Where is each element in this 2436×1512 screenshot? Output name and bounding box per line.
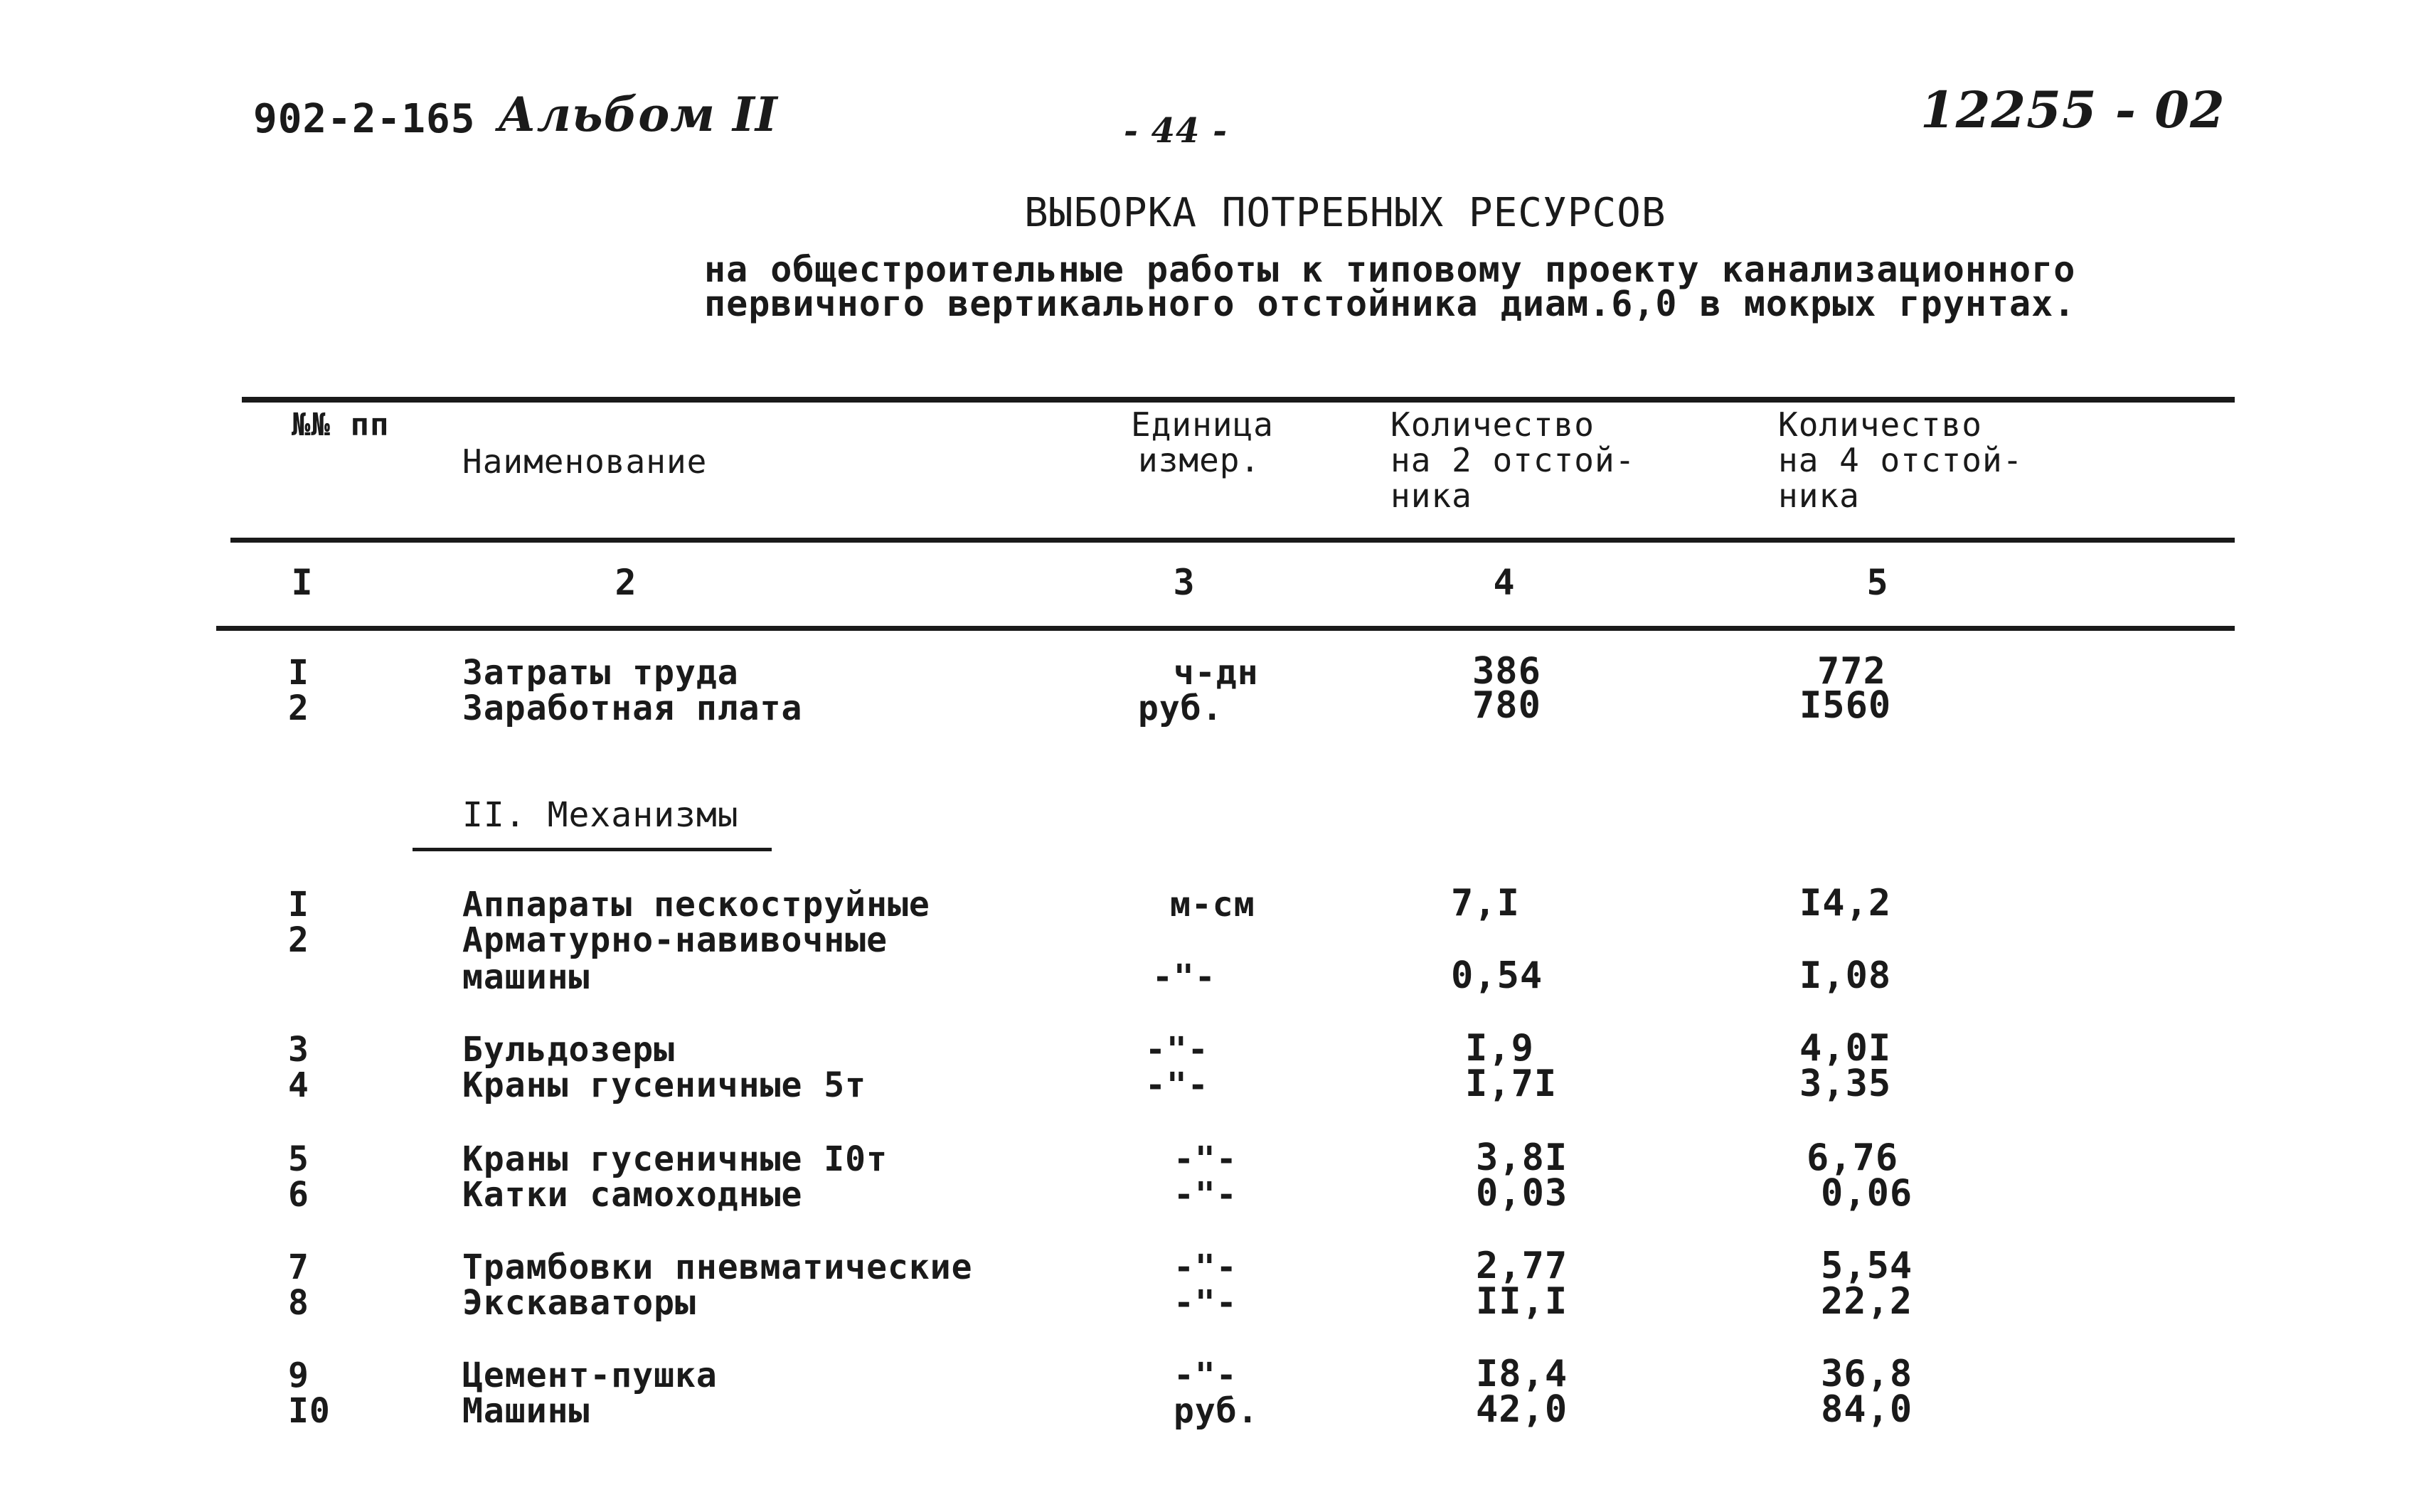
row-qty4: 4,0I — [1799, 1027, 1892, 1070]
page-number: - 44 - — [1124, 111, 1228, 151]
row-name: Арматурно-навивочные — [462, 920, 888, 960]
row-name: Краны гусеничные I0т — [462, 1139, 888, 1179]
row-qty4: 5,54 — [1821, 1245, 1913, 1287]
row-unit: -"- — [1174, 1356, 1238, 1395]
row-qty2: 7,I — [1451, 882, 1520, 925]
header-name: Наименование — [462, 442, 708, 481]
row-number: 2 — [288, 688, 309, 728]
row-number: 3 — [288, 1030, 309, 1070]
row-qty4: 22,2 — [1821, 1280, 1913, 1323]
row-qty2: 0,54 — [1451, 954, 1543, 997]
row-name: Цемент-пушка — [462, 1356, 718, 1395]
row-unit: -"- — [1174, 1247, 1238, 1287]
row-number: 9 — [288, 1356, 309, 1395]
document-code: 902-2-165 — [253, 96, 476, 142]
header-bottom-rule — [230, 538, 2235, 543]
row-name: Краны гусеничные 5т — [462, 1065, 867, 1105]
row-unit: ч-дн — [1174, 653, 1259, 693]
row-unit: руб. — [1174, 1391, 1259, 1431]
row-qty2: 386 — [1472, 650, 1541, 693]
row-name: Машины — [462, 1391, 590, 1431]
section-title: II. Механизмы — [462, 795, 739, 835]
row-unit: -"- — [1145, 1065, 1209, 1105]
row-number: I — [288, 653, 309, 693]
header-qty4-line3: ника — [1778, 477, 1860, 515]
header-qty2-line2: на 2 отстой- — [1390, 441, 1636, 479]
row-qty4: I560 — [1799, 684, 1892, 727]
row-qty2: 42,0 — [1476, 1388, 1568, 1431]
row-unit: -"- — [1145, 1030, 1209, 1070]
row-unit: м-см — [1170, 885, 1255, 925]
row-name: Аппараты пескоструйные — [462, 885, 930, 925]
row-qty2: 0,03 — [1476, 1172, 1568, 1215]
row-qty2: 780 — [1472, 684, 1541, 727]
column-number-1: I — [291, 562, 314, 603]
row-name: Заработная плата — [462, 688, 803, 728]
row-qty2: 2,77 — [1476, 1245, 1568, 1287]
header-num: №№ пп — [292, 407, 390, 443]
row-name: Экскаваторы — [462, 1283, 696, 1323]
row-qty4: I4,2 — [1799, 882, 1892, 925]
row-number: 8 — [288, 1283, 309, 1323]
header-qty4-line1: Количество — [1778, 405, 1982, 444]
row-number: I0 — [288, 1391, 331, 1431]
row-number: 2 — [288, 920, 309, 960]
subtitle-line-2: первичного вертикального отстойника диам.6,0 в мокрых грунтах. — [704, 283, 2076, 324]
row-unit: -"- — [1174, 1283, 1238, 1323]
row-name: Трамбовки пневматические — [462, 1247, 973, 1287]
column-numbers-rule — [216, 626, 2235, 631]
document-number: 12255 - 02 — [1920, 80, 2225, 139]
column-number-3: 3 — [1173, 562, 1196, 603]
row-qty4: 36,8 — [1821, 1353, 1913, 1395]
header-qty4-line2: на 4 отстой- — [1778, 441, 2023, 479]
row-unit: -"- — [1152, 957, 1216, 997]
column-number-5: 5 — [1866, 562, 1889, 603]
row-number: 5 — [288, 1139, 309, 1179]
column-number-4: 4 — [1493, 562, 1516, 603]
subtitle-line-1: на общестроительные работы к типовому проекту канализационного — [704, 249, 2076, 290]
row-qty2: I8,4 — [1476, 1353, 1568, 1395]
row-qty2: II,I — [1476, 1280, 1568, 1323]
row-unit: руб. — [1138, 688, 1223, 728]
row-number: 4 — [288, 1065, 309, 1105]
row-name-continued: машины — [462, 957, 590, 997]
row-number: 6 — [288, 1175, 309, 1215]
row-qty2: I,9 — [1465, 1027, 1534, 1070]
row-qty4: I,08 — [1799, 954, 1892, 997]
row-number: I — [288, 885, 309, 925]
section-underline — [413, 848, 772, 851]
row-name: Бульдозеры — [462, 1030, 675, 1070]
row-name: Катки самоходные — [462, 1175, 803, 1215]
album-label: Альбом II — [498, 87, 778, 142]
table-top-rule — [242, 397, 2235, 403]
row-qty4: 772 — [1817, 650, 1886, 693]
row-qty4: 0,06 — [1821, 1172, 1913, 1215]
header-unit-line1: Единица — [1131, 405, 1274, 444]
page-title: ВЫБОРКА ПОТРЕБНЫХ РЕСУРСОВ — [1024, 190, 1666, 236]
row-qty4: 3,35 — [1799, 1063, 1892, 1105]
header-qty2-line1: Количество — [1390, 405, 1595, 444]
row-qty2: 3,8I — [1476, 1136, 1568, 1179]
row-number: 7 — [288, 1247, 309, 1287]
header-qty2-line3: ника — [1390, 477, 1472, 515]
row-unit: -"- — [1174, 1139, 1238, 1179]
column-number-2: 2 — [615, 562, 637, 603]
header-unit-line2: измер. — [1138, 441, 1261, 479]
row-qty2: I,7I — [1465, 1063, 1558, 1105]
row-qty4: 84,0 — [1821, 1388, 1913, 1431]
row-name: Затраты труда — [462, 653, 739, 693]
row-qty4: 6,76 — [1807, 1136, 1899, 1179]
row-unit: -"- — [1174, 1175, 1238, 1215]
